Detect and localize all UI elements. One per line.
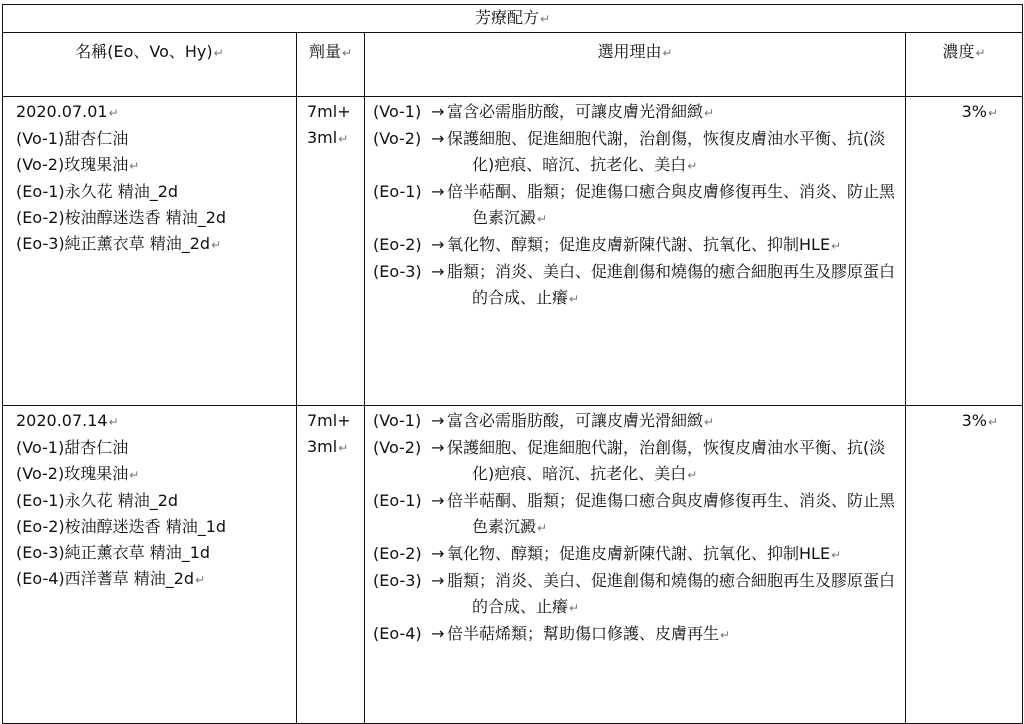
- name-cell: [3, 406, 297, 724]
- concentration-cell: 3%↵: [906, 97, 1023, 406]
- aromatherapy-formula-table: [2, 4, 1023, 724]
- name-line-text: (Vo-2)玫瑰果油: [16, 464, 129, 483]
- concentration-value: 3%: [961, 411, 987, 430]
- header-dose-text: 劑量: [308, 42, 341, 61]
- reason-code: (Eo-3): [373, 571, 422, 590]
- reason-text: 脂類；消炎、美白、促進創傷和燒傷的癒合細胞再生及膠原蛋白的合成、止癢: [447, 571, 896, 616]
- name-line: [16, 514, 292, 540]
- reason-item: (Eo-4) → 倍半萜烯類；幫助傷口修護、皮膚再生↵: [373, 621, 901, 648]
- dose-line-text: 7ml+: [307, 411, 351, 430]
- reason-code: (Vo-2): [373, 129, 422, 148]
- name-line-text: (Eo-4)西洋蓍草 精油_2d: [16, 569, 195, 588]
- header-row: [3, 33, 1023, 97]
- reason-code: (Eo-2): [373, 544, 422, 563]
- reason-item: (Vo-1) → 富含必需脂肪酸，可讓皮膚光滑細緻↵: [373, 408, 901, 435]
- reason-item: (Eo-1) → 倍半萜酮、脂類；促進傷口癒合與皮膚修復再生、消炎、防止黑色素沉澱↵: [373, 179, 901, 232]
- reason-code: (Vo-1): [373, 411, 422, 430]
- reason-cell: [365, 406, 906, 724]
- reason-text: 氧化物、醇類；促進皮膚新陳代謝、抗氧化、抑制HLE: [447, 544, 831, 563]
- header-reason: 選用理由↵: [365, 33, 906, 97]
- name-line: (Eo-4)西洋蓍草 精油_2d↵: [16, 569, 206, 588]
- table-title-text: 芳療配方: [474, 8, 539, 27]
- reason-text: 富含必需脂肪酸，可讓皮膚光滑細緻: [447, 411, 704, 430]
- dose-line-text: 7ml+: [307, 102, 351, 121]
- reason-item: (Eo-3) → 脂類；消炎、美白、促進創傷和燒傷的癒合細胞再生及膠原蛋白的合成、止癢↵: [373, 259, 901, 312]
- arrow-icon: →: [431, 262, 445, 281]
- arrow-icon: →: [431, 438, 445, 457]
- name-line-text: (Eo-3)純正薰衣草 精油_1d: [16, 543, 211, 562]
- reason-text: 保護細胞、促進細胞代謝，治創傷，恢復皮膚油水平衡、抗(淡化)疤痕、暗沉、抗老化、美白: [447, 129, 886, 174]
- name-line-text: (Vo-1)甜杏仁油: [16, 438, 129, 457]
- dose-line-text: 3ml: [307, 437, 338, 456]
- concentration-cell: 3%↵: [906, 406, 1023, 724]
- reason-code: (Eo-3): [373, 262, 422, 281]
- name-line-text: (Vo-1)甜杏仁油: [16, 129, 129, 148]
- reason-item: (Vo-2) → 保護細胞、促進細胞代謝，治創傷，恢復皮膚油水平衡、抗(淡化)疤痕、暗沉、抗老化、美白↵: [373, 435, 901, 488]
- reason-text: 氧化物、醇類；促進皮膚新陳代謝、抗氧化、抑制HLE: [447, 235, 831, 254]
- name-line: [16, 179, 292, 205]
- name-line-text: (Eo-2)桉油醇迷迭香 精油_1d: [16, 517, 227, 536]
- reason-code: (Eo-1): [373, 491, 422, 510]
- dose-line: [307, 408, 364, 434]
- name-line: [16, 435, 292, 461]
- name-line: (Vo-2)玫瑰果油↵: [16, 464, 140, 483]
- title-row: [3, 5, 1023, 33]
- name-line-text: 2020.07.01: [16, 102, 108, 121]
- reason-code: (Eo-1): [373, 182, 422, 201]
- name-line-text: (Vo-2)玫瑰果油: [16, 155, 129, 174]
- reason-text: 保護細胞、促進細胞代謝，治創傷，恢復皮膚油水平衡、抗(淡化)疤痕、暗沉、抗老化、美白: [447, 438, 886, 483]
- reason-code: (Vo-2): [373, 438, 422, 457]
- reason-code: (Eo-4): [373, 624, 422, 643]
- reason-item: (Vo-1) → 富含必需脂肪酸，可讓皮膚光滑細緻↵: [373, 99, 901, 126]
- arrow-icon: →: [431, 411, 445, 430]
- name-line: (Eo-3)純正薰衣草 精油_2d↵: [16, 234, 222, 253]
- reason-code: (Vo-1): [373, 102, 422, 121]
- table-row: [3, 97, 1023, 406]
- reason-item: (Eo-2) → 氧化物、醇類；促進皮膚新陳代謝、抗氧化、抑制HLE↵: [373, 232, 901, 259]
- header-name-text: 名稱(Eo、Vo、Hy): [75, 42, 213, 61]
- reason-code: (Eo-2): [373, 235, 422, 254]
- name-line-text: 2020.07.14: [16, 411, 108, 430]
- name-cell: [3, 97, 297, 406]
- reason-text: 倍半萜酮、脂類；促進傷口癒合與皮膚修復再生、消炎、防止黑色素沉澱: [447, 182, 896, 227]
- name-line: 2020.07.01↵: [16, 102, 119, 121]
- table-title: 芳療配方↵: [3, 5, 1023, 33]
- dose-line-text: 3ml: [307, 128, 338, 147]
- concentration-value: 3%: [961, 102, 987, 121]
- table-row: [3, 406, 1023, 724]
- reason-item: (Eo-2) → 氧化物、醇類；促進皮膚新陳代謝、抗氧化、抑制HLE↵: [373, 541, 901, 568]
- dose-cell: [297, 406, 365, 724]
- header-dose: 劑量↵: [297, 33, 365, 97]
- header-concentration: 濃度↵: [906, 33, 1023, 97]
- name-line: 2020.07.14↵: [16, 411, 119, 430]
- dose-line: 3ml↵: [307, 437, 349, 456]
- name-line: (Vo-2)玫瑰果油↵: [16, 155, 140, 174]
- reason-cell: [365, 97, 906, 406]
- header-reason-text: 選用理由: [597, 42, 662, 61]
- name-line: [16, 488, 292, 514]
- header-name: 名稱(Eo、Vo、Hy)↵: [3, 33, 297, 97]
- name-line-text: (Eo-3)純正薰衣草 精油_2d: [16, 234, 211, 253]
- reason-item: (Eo-3) → 脂類；消炎、美白、促進創傷和燒傷的癒合細胞再生及膠原蛋白的合成、止癢↵: [373, 568, 901, 621]
- name-line: [16, 126, 292, 152]
- name-line-text: (Eo-1)永久花 精油_2d: [16, 182, 179, 201]
- dose-line: 3ml↵: [307, 128, 349, 147]
- header-concentration-text: 濃度: [942, 42, 975, 61]
- arrow-icon: →: [431, 571, 445, 590]
- reason-text: 倍半萜酮、脂類；促進傷口癒合與皮膚修復再生、消炎、防止黑色素沉澱: [447, 491, 896, 536]
- reason-item: (Eo-1) → 倍半萜酮、脂類；促進傷口癒合與皮膚修復再生、消炎、防止黑色素沉澱↵: [373, 488, 901, 541]
- arrow-icon: →: [431, 102, 445, 121]
- reason-text: 富含必需脂肪酸，可讓皮膚光滑細緻: [447, 102, 704, 121]
- reason-text: 倍半萜烯類；幫助傷口修護、皮膚再生: [447, 624, 720, 643]
- reason-item: (Vo-2) → 保護細胞、促進細胞代謝，治創傷，恢復皮膚油水平衡、抗(淡化)疤痕、暗沉、抗老化、美白↵: [373, 126, 901, 179]
- arrow-icon: →: [431, 544, 445, 563]
- arrow-icon: →: [431, 235, 445, 254]
- name-line-text: (Eo-2)桉油醇迷迭香 精油_2d: [16, 208, 227, 227]
- arrow-icon: →: [431, 491, 445, 510]
- arrow-icon: →: [431, 182, 445, 201]
- dose-cell: [297, 97, 365, 406]
- name-line: [16, 205, 292, 231]
- name-line-text: (Eo-1)永久花 精油_2d: [16, 491, 179, 510]
- name-line: [16, 540, 292, 566]
- dose-line: [307, 99, 364, 125]
- arrow-icon: →: [431, 624, 445, 643]
- reason-text: 脂類；消炎、美白、促進創傷和燒傷的癒合細胞再生及膠原蛋白的合成、止癢: [447, 262, 896, 307]
- arrow-icon: →: [431, 129, 445, 148]
